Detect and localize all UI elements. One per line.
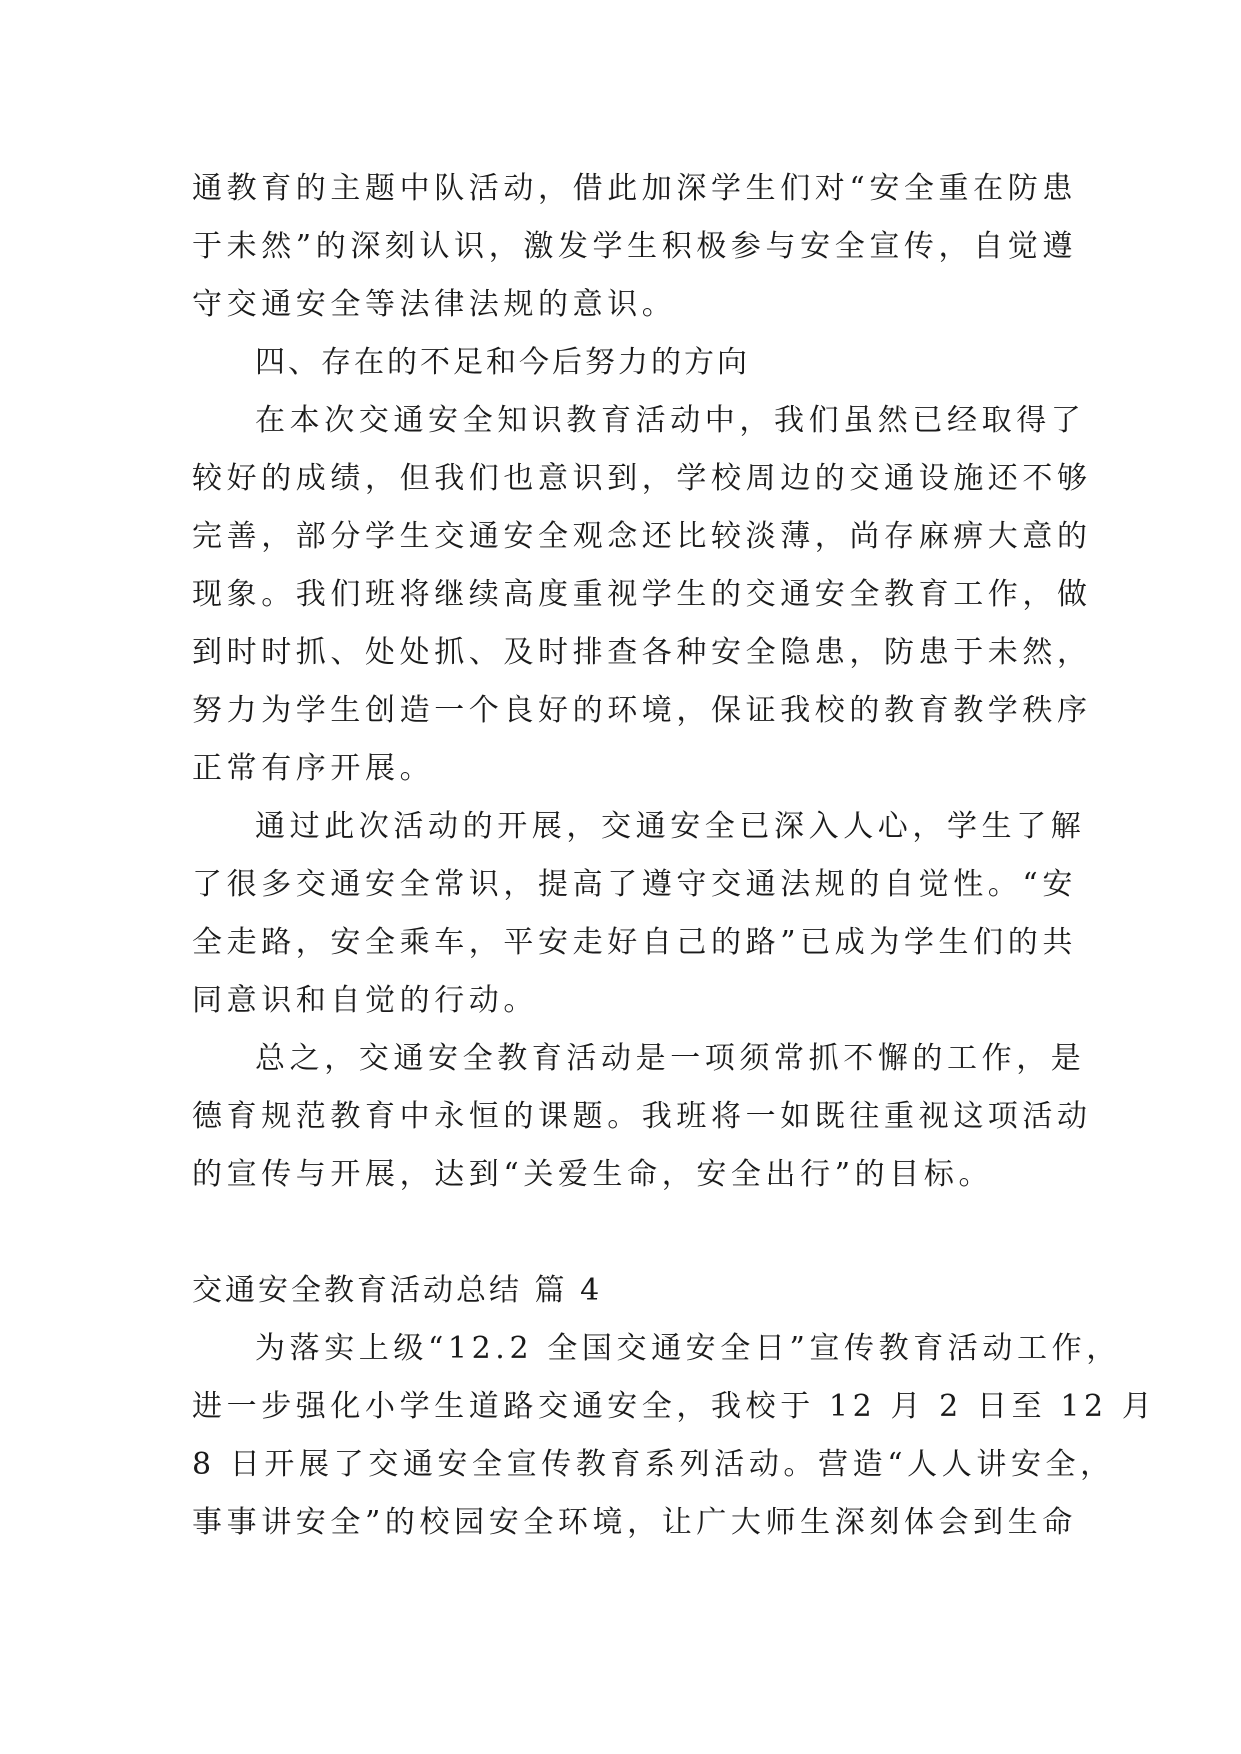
text-line: 总之，交通安全教育活动是一项须常抓不懈的工作，是 — [255, 1041, 1086, 1076]
section4-heading: 四、存在的不足和今后努力的方向 — [255, 345, 750, 380]
article4-title: 交通安全教育活动总结 篇 4 — [192, 1273, 603, 1308]
text-line: 为落实上级“12.2 全国交通安全日”宣传教育活动工作， — [255, 1331, 1121, 1366]
text-line: 到时时抓、处处抓、及时排查各种安全隐患，防患于未然， — [192, 635, 1092, 670]
text-line: 现象。我们班将继续高度重视学生的交通安全教育工作，做 — [192, 577, 1092, 612]
paragraph-gap — [192, 1204, 1062, 1262]
text-line: 通教育的主题中队活动，借此加深学生们对“安全重在防患 — [192, 171, 1077, 206]
results-paragraph — [192, 798, 1086, 1030]
text-line: 同意识和自觉的行动。 — [192, 983, 538, 1018]
text-line: 较好的成绩，但我们也意识到，学校周边的交通设施还不够 — [192, 461, 1092, 496]
document-page — [192, 160, 1157, 1552]
text-line: 在本次交通安全知识教育活动中，我们虽然已经取得了 — [255, 403, 1086, 438]
article4-paragraph — [192, 1320, 1157, 1552]
conclusion-paragraph — [192, 1030, 1092, 1204]
text-line: 进一步强化小学生道路交通安全，我校于 12 月 2 日至 12 月 — [192, 1389, 1157, 1424]
text-line: 正常有序开展。 — [192, 751, 435, 786]
deficiencies-paragraph — [192, 392, 1092, 798]
text-line: 守交通安全等法律法规的意识。 — [192, 287, 677, 322]
text-line: 的宣传与开展，达到“关爱生命，安全出行”的目标。 — [192, 1157, 994, 1192]
text-line: 8 日开展了交通安全宣传教育系列活动。营造“人人讲安全， — [192, 1447, 1115, 1482]
text-line: 通过此次活动的开展，交通安全已深入人心，学生了解 — [255, 809, 1086, 844]
text-line: 了很多交通安全常识，提高了遵守交通法规的自觉性。“安 — [192, 867, 1077, 902]
text-line: 事事讲安全”的校园安全环境，让广大师生深刻体会到生命 — [192, 1505, 1077, 1540]
section3-tail-paragraph — [192, 160, 1077, 334]
text-line: 完善，部分学生交通安全观念还比较淡薄，尚存麻痹大意的 — [192, 519, 1092, 554]
text-line: 于未然”的深刻认识，激发学生积极参与安全宣传，自觉遵 — [192, 229, 1077, 264]
text-line: 德育规范教育中永恒的课题。我班将一如既往重视这项活动 — [192, 1099, 1092, 1134]
text-line: 全走路，安全乘车，平安走好自己的路”已成为学生们的共 — [192, 925, 1077, 960]
text-line: 努力为学生创造一个良好的环境，保证我校的教育教学秩序 — [192, 693, 1092, 728]
